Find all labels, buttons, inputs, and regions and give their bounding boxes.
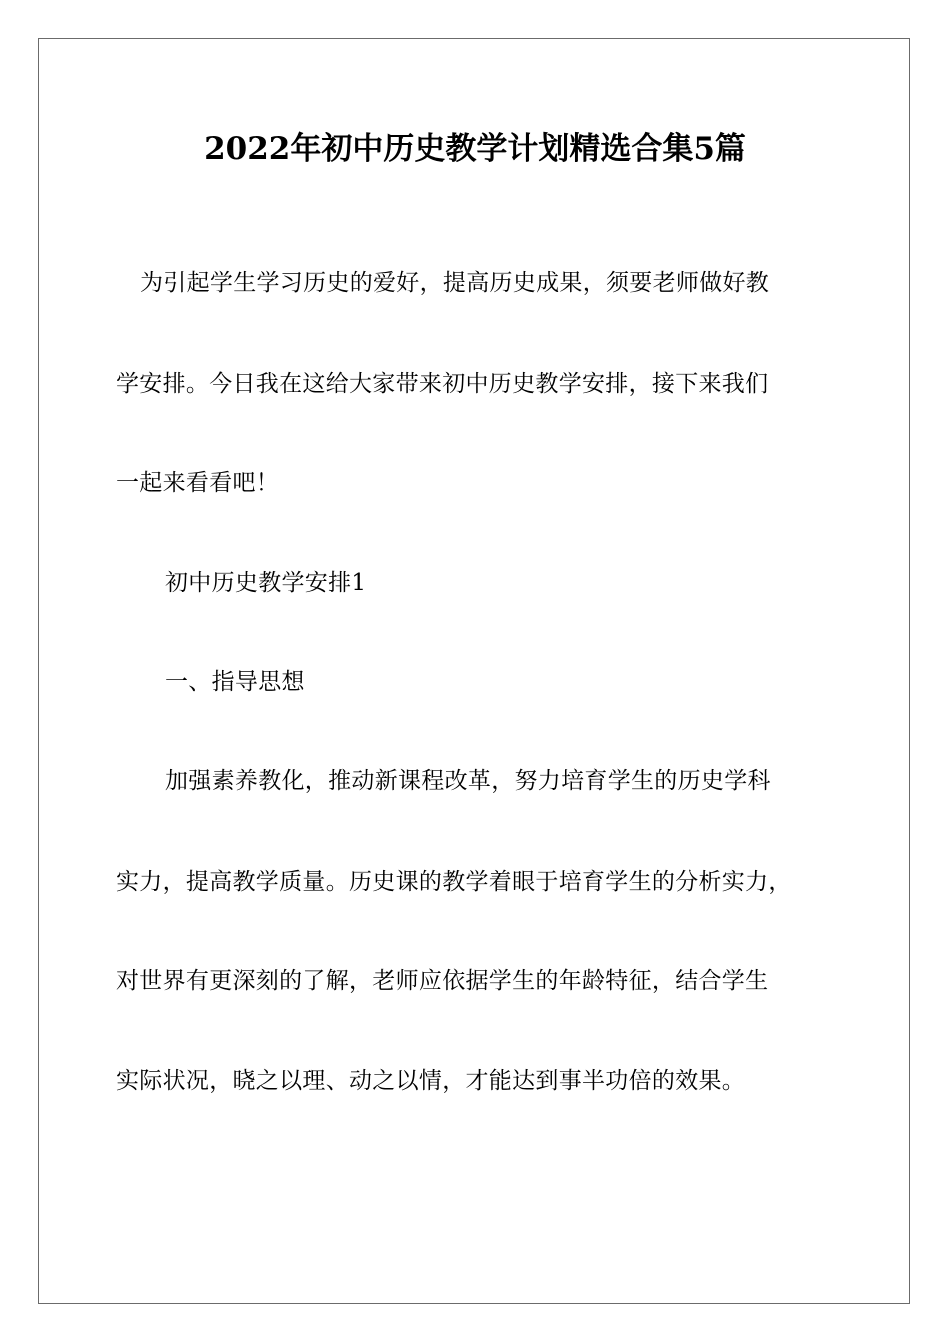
body-line-4: 实际状况，晓之以理、动之以情，才能达到事半功倍的效果。 (116, 1068, 746, 1094)
body-line-1: 加强素养教化，推动新课程改革，努力培育学生的历史学科 (165, 768, 771, 794)
intro-line-3: 一起来看看吧！ (116, 470, 280, 496)
document-title: 2022年初中历史教学计划精选合集5篇 (204, 131, 746, 167)
subsection-heading: 一、指导思想 (165, 669, 305, 695)
intro-line-1: 为引起学生学习历史的爱好，提高历史成果，须要老师做好教 (140, 270, 770, 296)
intro-line-2: 学安排。今日我在这给大家带来初中历史教学安排，接下来我们 (116, 371, 769, 397)
body-line-2: 实力，提高教学质量。历史课的教学着眼于培育学生的分析实力， (116, 869, 792, 895)
section-heading: 初中历史教学安排1 (165, 570, 367, 596)
body-line-3: 对世界有更深刻的了解，老师应依据学生的年龄特征，结合学生 (116, 968, 769, 994)
